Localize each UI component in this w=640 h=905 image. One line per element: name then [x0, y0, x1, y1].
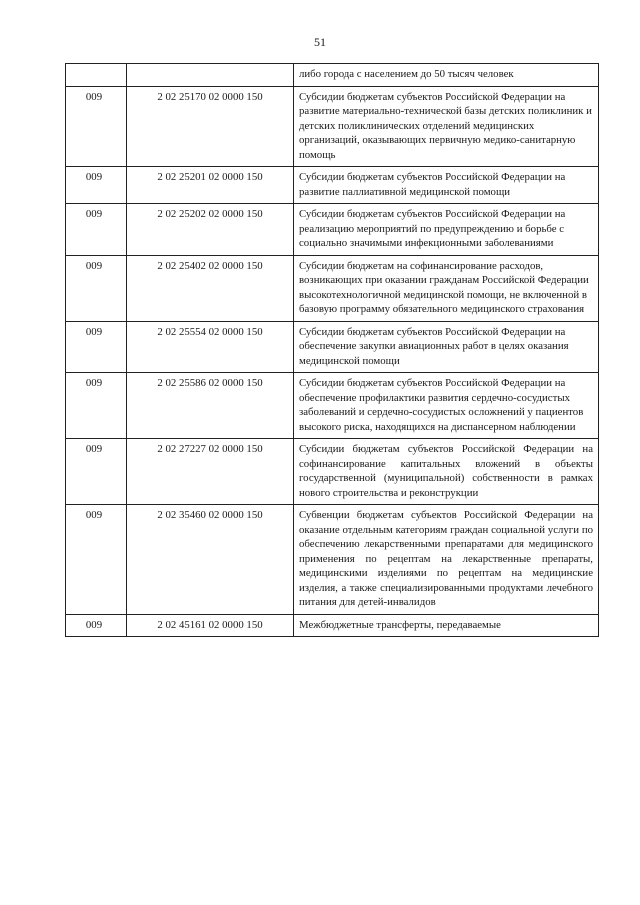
table-row: [66, 204, 599, 256]
admin-code-cell: 009: [66, 86, 127, 167]
table-row: [66, 505, 599, 615]
table-body: [66, 64, 599, 637]
revenue-name-cell: Субсидии бюджетам субъектов Российской Федерации на развитие паллиативной медицинской помощи: [294, 167, 599, 204]
admin-code-cell: 009: [66, 373, 127, 439]
admin-code-cell: 009: [66, 167, 127, 204]
admin-code-cell: 009: [66, 321, 127, 373]
budget-code-cell: 2 02 25170 02 0000 150: [127, 86, 294, 167]
table-row: [66, 321, 599, 373]
table-row: [66, 255, 599, 321]
budget-code-cell: 2 02 25402 02 0000 150: [127, 255, 294, 321]
admin-code-cell: [66, 64, 127, 87]
budget-code-cell: 2 02 35460 02 0000 150: [127, 505, 294, 615]
table-row: [66, 614, 599, 637]
table-row: [66, 373, 599, 439]
budget-table: [65, 63, 599, 637]
budget-code-cell: 2 02 25554 02 0000 150: [127, 321, 294, 373]
revenue-name-cell: Субсидии бюджетам на софинансирование расходов, возникающих при оказании гражданам Российской Федерации высокотехнологичной медицинской помощи, не включенной в базовую программу обязательного медицинского страхования: [294, 255, 599, 321]
table-row: [66, 439, 599, 505]
revenue-name-cell: Субсидии бюджетам субъектов Российской Федерации на обеспечение профилактики развития сердечно-сосудистых заболеваний и сердечно-сосудистых осложнений у пациентов высокого риска, находящихся на диспансерном наблюдении: [294, 373, 599, 439]
revenue-name-cell: Субвенции бюджетам субъектов Российской Федерации на оказание отдельным категориям граждан социальной услуги по обеспечению лекарственными препаратами для медицинского применения по рецептам на лекарственные препараты, медицинскими изделиями по рецептам на медицинские изделия, а также специализированными продуктами лечебного питания для детей-инвалидов: [294, 505, 599, 615]
revenue-name-cell: Межбюджетные трансферты, передаваемые: [294, 614, 599, 637]
revenue-name-cell: Субсидии бюджетам субъектов Российской Федерации на реализацию мероприятий по предупреждению и борьбе с социально значимыми инфекционными заболеваниями: [294, 204, 599, 256]
admin-code-cell: 009: [66, 614, 127, 637]
table-row: [66, 86, 599, 167]
revenue-name-cell: Субсидии бюджетам субъектов Российской Федерации на обеспечение закупки авиационных работ в целях оказания медицинской помощи: [294, 321, 599, 373]
revenue-name-cell: Субсидии бюджетам субъектов Российской Федерации на софинансирование капитальных вложений в объекты государственной (муниципальной) собственности в рамках нового строительства и реконструкции: [294, 439, 599, 505]
budget-code-cell: 2 02 25202 02 0000 150: [127, 204, 294, 256]
budget-code-cell: 2 02 25586 02 0000 150: [127, 373, 294, 439]
budget-code-cell: 2 02 25201 02 0000 150: [127, 167, 294, 204]
revenue-name-cell: Субсидии бюджетам субъектов Российской Федерации на развитие материально-технической базы детских поликлиник и детских поликлинических отделений медицинских организаций, оказывающих первичную медико-санитарную помощь: [294, 86, 599, 167]
table-row: [66, 64, 599, 87]
table-row: [66, 167, 599, 204]
budget-code-cell: 2 02 27227 02 0000 150: [127, 439, 294, 505]
revenue-name-cell: либо города с населением до 50 тысяч человек: [294, 64, 599, 87]
admin-code-cell: 009: [66, 204, 127, 256]
admin-code-cell: 009: [66, 505, 127, 615]
budget-code-cell: [127, 64, 294, 87]
budget-code-cell: 2 02 45161 02 0000 150: [127, 614, 294, 637]
admin-code-cell: 009: [66, 255, 127, 321]
page-number: 51: [314, 35, 326, 49]
admin-code-cell: 009: [66, 439, 127, 505]
